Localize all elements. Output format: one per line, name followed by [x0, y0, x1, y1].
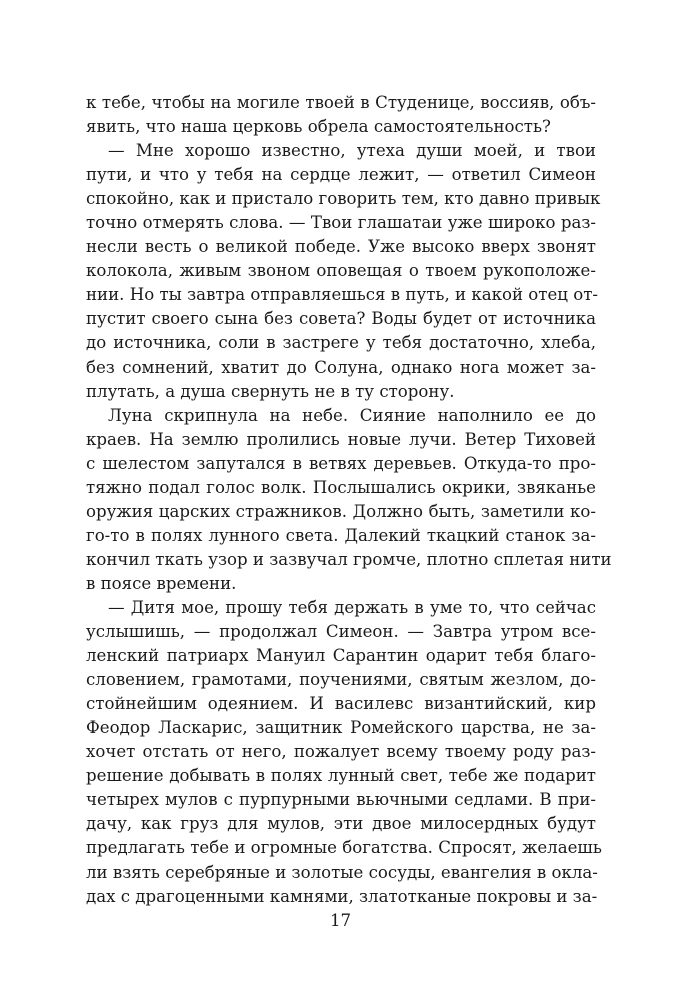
paragraph [86, 139, 601, 404]
text-line: стойнейшим одеянием. И василевс византийский, кир [86, 694, 596, 714]
text-line: несли весть о великой победе. Уже высоко вверх звонят [86, 237, 596, 257]
text-line: — Дитя мое, прошу тебя держать в уме то, что сейчас [108, 597, 596, 617]
text-line: точно отмерять слова. — Твои глашатаи уже широко раз- [86, 213, 596, 233]
text-line: Луна скрипнула на небе. Сияние наполнило ее до [108, 405, 596, 425]
text-line: спокойно, как и пристало говорить тем, кто давно привык [86, 189, 601, 209]
paragraph [86, 404, 612, 596]
text-line: хочет отстать от него, пожалует всему твоему роду раз- [86, 742, 596, 762]
text-line: пути, и что у тебя на сердце лежит, — ответил Симеон [86, 165, 596, 185]
text-line: плутать, а душа свернуть не в ту сторону. [86, 381, 455, 401]
text-line: к тебе, чтобы на могиле твоей в Студенице, воссияв, объ- [86, 93, 596, 112]
text-line: дачу, как груз для мулов, эти двое милосердных будут [86, 814, 596, 834]
text-line: четырех мулов с пурпурными вьючными седлами. В при- [86, 790, 596, 810]
text-line: тяжно подал голос волк. Послышались окрики, звяканье [86, 477, 596, 497]
paragraph [86, 596, 602, 909]
text-line: услышишь, — продолжал Симеон. — Завтра утром все- [86, 622, 596, 642]
text-line: предлагать тебе и огромные богатства. Спросят, желаешь [86, 838, 602, 858]
text-line: краев. На землю пролились новые лучи. Ветер Тиховей [86, 429, 596, 449]
text-line: в поясе времени. [86, 573, 237, 593]
text-line: го-то в полях лунного света. Далекий ткацкий станок за- [86, 525, 596, 545]
text-line: без сомнений, хватит до Солуна, однако нога может за- [86, 357, 596, 377]
text-line: словением, грамотами, поучениями, святым жезлом, до- [86, 670, 596, 690]
page-body [86, 91, 612, 909]
text-line: явить, что наша церковь обрела самостоятельность? [86, 117, 551, 137]
text-line: пустит своего сына без совета? Воды будет от источника [86, 309, 596, 329]
text-line: дах с драгоценными камнями, златотканые покровы и за- [86, 886, 598, 906]
text-line: — Мне хорошо известно, утеха души моей, и твои [108, 141, 596, 161]
page-number: 17 [329, 911, 352, 930]
text-line: колокола, живым звоном оповещая о твоем рукоположе- [86, 261, 596, 281]
text-line: кончил ткать узор и зазвучал громче, плотно сплетая нити [86, 549, 612, 569]
text-line: ли взять серебряные и золотые сосуды, евангелия в окла- [86, 862, 598, 882]
text-line: нии. Но ты завтра отправляешься в путь, и какой отец от- [86, 285, 599, 305]
text-line: Феодор Ласкарис, защитник Ромейского царства, не за- [86, 718, 596, 738]
text-line: ленский патриарх Мануил Сарантин одарит тебя благо- [86, 646, 596, 666]
text-line: с шелестом запутался в ветвях деревьев. Откуда-то про- [86, 453, 596, 473]
paragraph [86, 91, 596, 139]
text-line: решение добывать в полях лунный свет, тебе же подарит [86, 766, 596, 786]
text-line: до источника, соли в застреге у тебя достаточно, хлеба, [86, 333, 596, 353]
text-line: оружия царских стражников. Должно быть, заметили ко- [86, 501, 596, 521]
